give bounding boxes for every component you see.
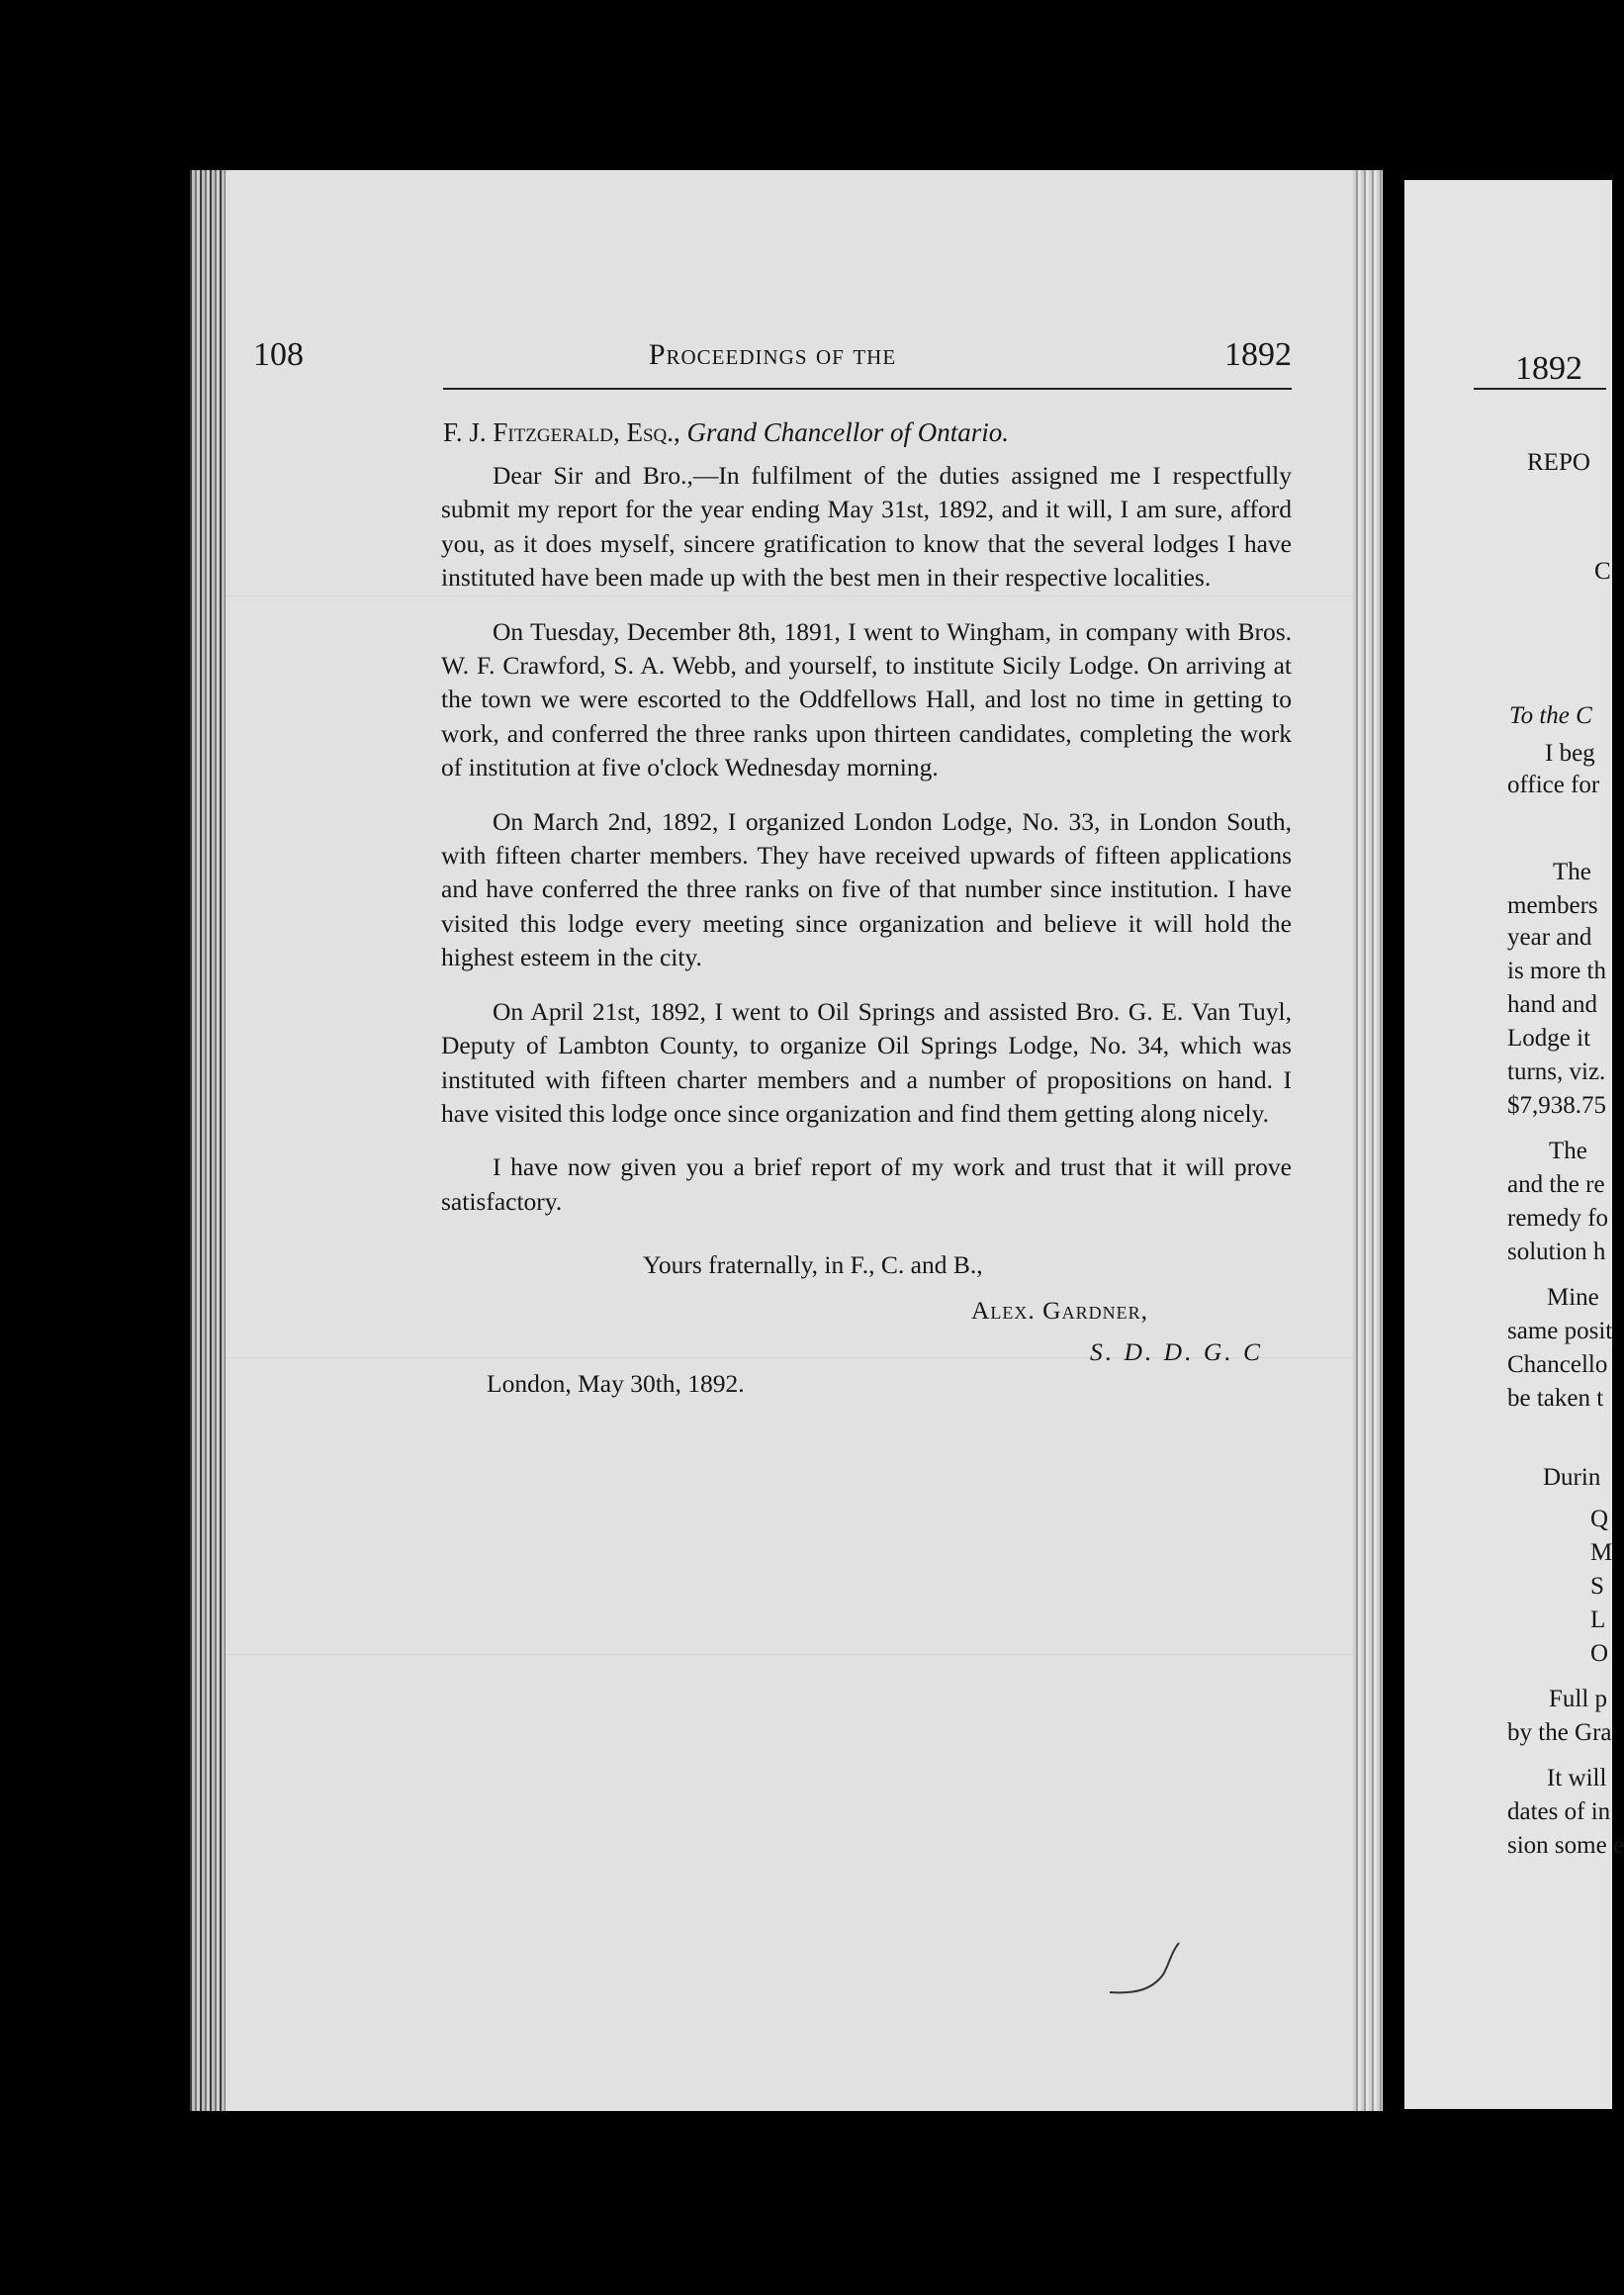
right-line: Chancello: [1507, 1351, 1608, 1378]
book-spine: [190, 170, 226, 2111]
right-header-rule: [1474, 388, 1606, 390]
right-line: The: [1549, 1138, 1587, 1164]
right-line: S: [1590, 1573, 1604, 1600]
scan-line: [226, 1654, 1353, 1655]
right-line: The: [1553, 859, 1591, 885]
page-number: 108: [253, 336, 304, 373]
paragraph: I have now given you a brief report of my work and trust that it will prove satisfactory.: [441, 1152, 1292, 1216]
closing-line: Yours fraternally, in F., C. and B.,: [643, 1250, 983, 1279]
right-line: members: [1507, 892, 1598, 919]
paragraph: On April 21st, 1892, I went to Oil Springs and assisted Bro. G. E. Van Tuyl, Deputy of Lambton County, to organize Oil Springs Lodge, No. 34, which was instituted with fifteen charter members and a number of propositions on hand. I have visited this lodge once since organization and find them getting along nicely.: [441, 996, 1292, 1128]
signer-title: S. D. D. G. C: [1090, 1337, 1264, 1366]
page-edges: [1353, 170, 1383, 2111]
running-title: Proceedings of the: [648, 338, 897, 371]
right-line: turns, viz.: [1507, 1058, 1606, 1085]
right-line: year and: [1507, 924, 1592, 951]
running-head: [253, 336, 1292, 384]
right-line: and the re: [1507, 1171, 1605, 1198]
right-line: It will: [1547, 1765, 1607, 1791]
place-date: London, May 30th, 1892.: [487, 1369, 745, 1398]
right-line: Full p: [1549, 1686, 1608, 1712]
right-line: I beg: [1545, 740, 1595, 767]
header-rule: [443, 388, 1292, 390]
running-year: 1892: [1224, 336, 1292, 373]
addressee: [443, 417, 1009, 448]
signer-name: Alex. Gardner,: [971, 1296, 1148, 1325]
right-line: L: [1590, 1606, 1606, 1633]
right-line: Mine: [1547, 1284, 1599, 1311]
paragraph: On March 2nd, 1892, I organized London Lodge, No. 33, in London South, with fifteen charter members. They have received upwards of fifteen applications and have conferred the three ranks on five of that number since institution. I have visited this lodge every meeting since organization and believe it will hold the highest esteem in the city.: [441, 806, 1292, 972]
addressee-title: Grand Chancellor of Ontario.: [686, 417, 1010, 447]
right-line: M: [1590, 1539, 1613, 1566]
right-line: REPO: [1527, 449, 1590, 476]
right-page-year: 1892: [1515, 350, 1582, 387]
right-line: same posit: [1507, 1318, 1613, 1344]
right-line: sion some e: [1507, 1832, 1624, 1859]
paragraph: Dear Sir and Bro.,—In fulfilment of the duties assigned me I respectfully submit my report for the year ending May 31st, 1892, and it will, I am sure, afford you, as it does myself, sincere gratification to know that the several lodges I have instituted have been made up with the best men in their respective localities.: [441, 461, 1292, 593]
letter-body: [441, 459, 1292, 1239]
right-line: office for: [1507, 772, 1600, 798]
right-line: Lodge it: [1507, 1025, 1591, 1052]
right-line: To the C: [1509, 702, 1592, 729]
right-line: is more th: [1507, 958, 1606, 984]
right-line: Q: [1590, 1506, 1609, 1532]
right-line: O: [1590, 1640, 1609, 1667]
right-line: by the Gra: [1507, 1719, 1612, 1746]
right-line: hand and: [1507, 991, 1597, 1018]
right-line: solution h: [1507, 1239, 1606, 1265]
right-line: remedy fo: [1507, 1205, 1609, 1232]
right-line: be taken t: [1507, 1385, 1604, 1412]
right-line: $7,938.75: [1507, 1092, 1606, 1119]
right-line: Durin: [1543, 1464, 1601, 1491]
pen-mark: [1108, 1939, 1187, 1998]
right-line: C: [1594, 558, 1611, 585]
right-page: [1404, 180, 1624, 2109]
right-line: dates of in: [1507, 1798, 1611, 1825]
addressee-name: F. J. Fitzgerald, Esq.,: [443, 417, 680, 447]
paragraph: On Tuesday, December 8th, 1891, I went to Wingham, in company with Bros. W. F. Crawford, S. A. Webb, and yourself, to institute Sicily Lodge. On arriving at the town we were escorted to the Oddfellows Hall, and lost no time in getting to work, and conferred the three ranks upon thirteen candidates, completing the work of institution at five o'clock Wednesday morning.: [441, 616, 1292, 782]
